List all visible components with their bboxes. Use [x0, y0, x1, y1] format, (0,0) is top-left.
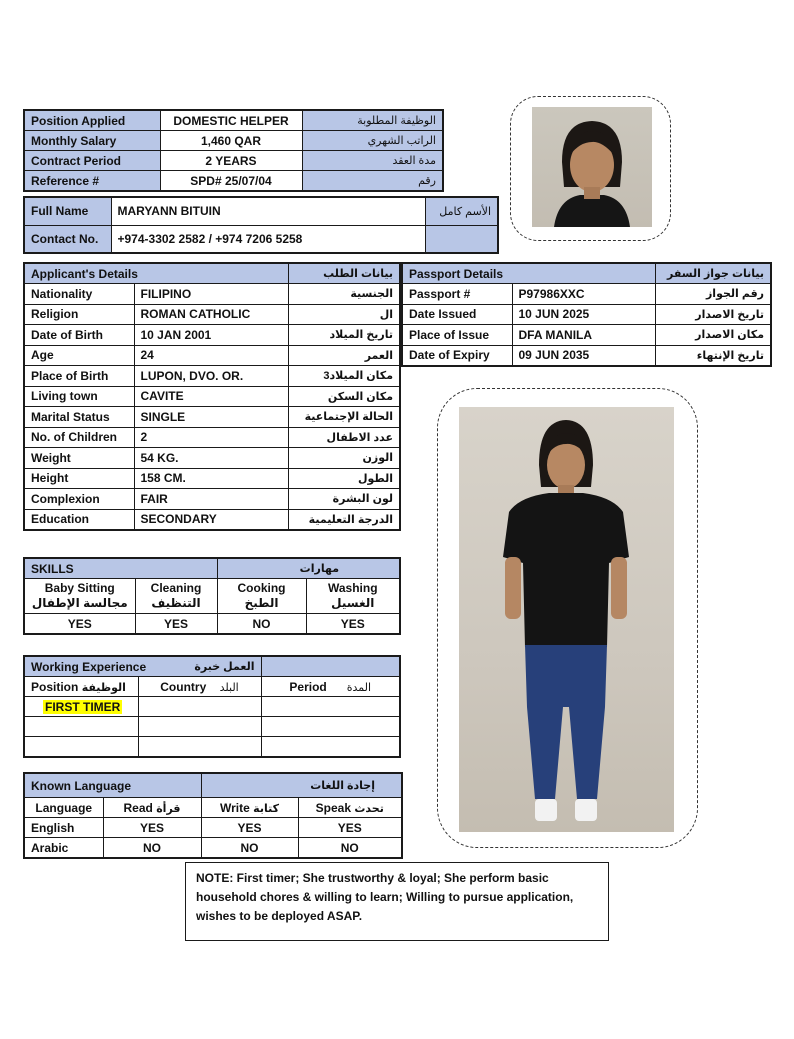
- position-label: Position Applied: [24, 110, 160, 131]
- skill-name: Cooking: [237, 581, 286, 595]
- reference-value: SPD# 25/07/04: [160, 171, 302, 192]
- skill-name: Baby Sitting: [44, 581, 115, 595]
- row-value: 10 JAN 2001: [134, 325, 288, 346]
- skill-cooking: [217, 579, 306, 614]
- table-row: [24, 284, 400, 305]
- full-name-label: Full Name: [24, 197, 111, 225]
- experience-period: [261, 697, 400, 717]
- row-label-arabic: الطول: [288, 468, 400, 489]
- position-header-text: Position: [31, 679, 79, 694]
- country-header-text: Country: [160, 679, 207, 694]
- period-header: [261, 677, 400, 697]
- skill-name-arabic: الطبخ: [244, 596, 279, 610]
- person-full-body-icon: [459, 407, 674, 832]
- row-value: FILIPINO: [134, 284, 288, 305]
- empty-cell: [138, 737, 261, 758]
- table-row: [24, 407, 400, 428]
- period-header-text: Period: [289, 679, 327, 694]
- skills-title: SKILLS: [24, 558, 217, 579]
- position-arabic: الوظيفة المطلوبة: [302, 110, 443, 131]
- row-value: FAIR: [134, 489, 288, 510]
- salary-value: 1,460 QAR: [160, 131, 302, 151]
- table-row: [402, 304, 771, 325]
- table-row: [24, 151, 443, 171]
- row-value: CAVITE: [134, 386, 288, 407]
- row-label-arabic: مكان السكن: [288, 386, 400, 407]
- write-header-arabic: كتابة: [253, 802, 279, 815]
- position-value: DOMESTIC HELPER: [160, 110, 302, 131]
- table-header: [402, 263, 771, 284]
- applicant-title: Applicant's Details: [24, 263, 288, 284]
- row-label: Religion: [24, 304, 134, 325]
- language-speak: NO: [298, 838, 402, 859]
- note-text: NOTE: First timer; She trustworthy & loyal; She perform basic household chores & willing to learn; Willing to pursue application, wishes to be deployed ASAP.: [196, 871, 574, 923]
- table-header: [24, 656, 400, 677]
- table-row: [24, 366, 400, 387]
- skills-header-row: [24, 579, 400, 614]
- table-row: [24, 448, 400, 469]
- row-value: SECONDARY: [134, 509, 288, 530]
- table-row: [402, 325, 771, 346]
- contract-label: Contract Period: [24, 151, 160, 171]
- row-label: Weight: [24, 448, 134, 469]
- person-headshot-icon: [532, 107, 652, 227]
- row-label-arabic: رقم الجواز: [655, 284, 771, 305]
- row-value: LUPON, DVO. OR.: [134, 366, 288, 387]
- table-header: [24, 263, 400, 284]
- experience-table: [23, 655, 401, 758]
- speak-header-arabic: تحدث: [354, 802, 384, 815]
- experience-title-arabic: العمل خبرة: [194, 660, 255, 673]
- empty-cell: [24, 737, 138, 758]
- row-label-arabic: مكان الميلاد3: [288, 366, 400, 387]
- table-row: [24, 225, 498, 253]
- reference-label: Reference #: [24, 171, 160, 192]
- table-header: [24, 773, 402, 798]
- skills-title-arabic: مهارات: [217, 558, 400, 579]
- row-label: Nationality: [24, 284, 134, 305]
- experience-country: [138, 697, 261, 717]
- table-header: [24, 558, 400, 579]
- row-value: P97986XXC: [512, 284, 655, 305]
- table-row: [24, 197, 498, 225]
- row-label-arabic: لون البشرة: [288, 489, 400, 510]
- row-label-arabic: الوزن: [288, 448, 400, 469]
- table-row: [24, 304, 400, 325]
- language-write: YES: [201, 818, 298, 838]
- row-label-arabic: الجنسية: [288, 284, 400, 305]
- table-row: [24, 325, 400, 346]
- row-label-arabic: عدد الاطفال: [288, 427, 400, 448]
- empty-cell: [261, 737, 400, 758]
- row-label: Height: [24, 468, 134, 489]
- row-value: DFA MANILA: [512, 325, 655, 346]
- experience-title-spacer: [261, 656, 400, 677]
- read-header-text: Read: [123, 800, 153, 815]
- salary-label: Monthly Salary: [24, 131, 160, 151]
- experience-header-row: [24, 677, 400, 697]
- experience-title: [24, 656, 261, 677]
- table-row: [24, 838, 402, 859]
- contact-label: Contact No.: [24, 225, 111, 253]
- table-row: [24, 697, 400, 717]
- row-value: 09 JUN 2035: [512, 345, 655, 366]
- full-body-photo: [459, 407, 674, 832]
- row-label: Living town: [24, 386, 134, 407]
- speak-header-text: Speak: [315, 800, 352, 815]
- skill-value: YES: [24, 614, 135, 635]
- language-name: Arabic: [24, 838, 103, 859]
- country-header: [138, 677, 261, 697]
- row-value: 158 CM.: [134, 468, 288, 489]
- row-label: Marital Status: [24, 407, 134, 428]
- salary-arabic: الراتب الشهري: [302, 131, 443, 151]
- row-label: Date of Expiry: [402, 345, 512, 366]
- table-row: [24, 489, 400, 510]
- position-header-arabic: الوظيفة: [81, 681, 126, 694]
- table-row: [24, 110, 443, 131]
- row-label-arabic: الحالة الإجتماعية: [288, 407, 400, 428]
- row-label-arabic: تاريخ الميلاد: [288, 325, 400, 346]
- speak-header: [298, 798, 402, 818]
- applicant-title-arabic: بيانات الطلب: [288, 263, 400, 284]
- row-label-arabic: تاريخ الإنتهاء: [655, 345, 771, 366]
- table-row: [402, 345, 771, 366]
- language-read: NO: [103, 838, 201, 859]
- applicant-details-table: [23, 262, 401, 531]
- skill-name-arabic: الغسيل: [331, 596, 375, 610]
- contact-value: +974-3302 2582 / +974 7206 5258: [111, 225, 425, 253]
- skill-value: NO: [217, 614, 306, 635]
- table-row: [24, 468, 400, 489]
- skill-value: YES: [306, 614, 400, 635]
- skill-name-arabic: مجالسة الإطفال: [31, 596, 128, 610]
- write-header-text: Write: [220, 800, 250, 815]
- row-label: No. of Children: [24, 427, 134, 448]
- table-row: [24, 717, 400, 737]
- table-row: [402, 284, 771, 305]
- row-label-arabic: الدرجة التعليمية: [288, 509, 400, 530]
- language-header-row: [24, 798, 402, 818]
- table-row: [24, 818, 402, 838]
- skill-baby-sitting: [24, 579, 135, 614]
- language-title-arabic: إجادة اللغات: [201, 773, 402, 798]
- table-row: [24, 737, 400, 758]
- contact-table: [23, 196, 499, 254]
- experience-entry: [24, 697, 138, 717]
- table-row: [24, 427, 400, 448]
- language-speak: YES: [298, 818, 402, 838]
- full-name-arabic: الأسم كامل: [425, 197, 498, 225]
- row-value: SINGLE: [134, 407, 288, 428]
- language-write: NO: [201, 838, 298, 859]
- note-box: [185, 862, 609, 941]
- position-header: [24, 677, 138, 697]
- row-label: Place of Issue: [402, 325, 512, 346]
- passport-details-table: [401, 262, 772, 367]
- empty-cell: [138, 717, 261, 737]
- row-label: Date of Birth: [24, 325, 134, 346]
- skills-table: [23, 557, 401, 635]
- skill-name: Cleaning: [150, 581, 202, 595]
- skill-cleaning: [135, 579, 217, 614]
- row-label-arabic: ال: [288, 304, 400, 325]
- row-label: Place of Birth: [24, 366, 134, 387]
- position-table: [23, 109, 444, 192]
- row-label: Age: [24, 345, 134, 366]
- skills-value-row: [24, 614, 400, 635]
- language-name: English: [24, 818, 103, 838]
- skill-name: Washing: [327, 581, 378, 595]
- row-value: 10 JUN 2025: [512, 304, 655, 325]
- skill-value: YES: [135, 614, 217, 635]
- table-row: [24, 345, 400, 366]
- language-read: YES: [103, 818, 201, 838]
- reference-arabic: رقم: [302, 171, 443, 192]
- table-row: [24, 386, 400, 407]
- headshot-photo: [532, 107, 652, 227]
- language-header: Language: [24, 798, 103, 818]
- write-header: [201, 798, 298, 818]
- contract-arabic: مدة العقد: [302, 151, 443, 171]
- passport-title: Passport Details: [402, 263, 655, 284]
- row-label: Date Issued: [402, 304, 512, 325]
- row-label-arabic: تاريخ الاصدار: [655, 304, 771, 325]
- table-row: [24, 171, 443, 192]
- row-value: 2: [134, 427, 288, 448]
- row-label: Passport #: [402, 284, 512, 305]
- row-value: ROMAN CATHOLIC: [134, 304, 288, 325]
- table-row: [24, 509, 400, 530]
- language-title: Known Language: [24, 773, 201, 798]
- row-label-arabic: مكان الاصدار: [655, 325, 771, 346]
- row-label: Education: [24, 509, 134, 530]
- language-table: [23, 772, 403, 859]
- empty-cell: [24, 717, 138, 737]
- contact-empty: [425, 225, 498, 253]
- skill-washing: [306, 579, 400, 614]
- country-header-arabic: البلد: [219, 681, 239, 694]
- full-name-value: MARYANN BITUIN: [111, 197, 425, 225]
- read-header-arabic: قرأة: [156, 802, 181, 815]
- period-header-arabic: المدة: [346, 681, 372, 694]
- row-label: Complexion: [24, 489, 134, 510]
- row-value: 24: [134, 345, 288, 366]
- first-timer-highlight: FIRST TIMER: [45, 699, 121, 714]
- read-header: [103, 798, 201, 818]
- row-label-arabic: العمر: [288, 345, 400, 366]
- experience-title-text: Working Experience: [31, 659, 147, 674]
- empty-cell: [261, 717, 400, 737]
- contract-value: 2 YEARS: [160, 151, 302, 171]
- passport-title-arabic: بيانات جواز السفر: [655, 263, 771, 284]
- row-value: 54 KG.: [134, 448, 288, 469]
- table-row: [24, 131, 443, 151]
- skill-name-arabic: التنظيف: [151, 596, 201, 610]
